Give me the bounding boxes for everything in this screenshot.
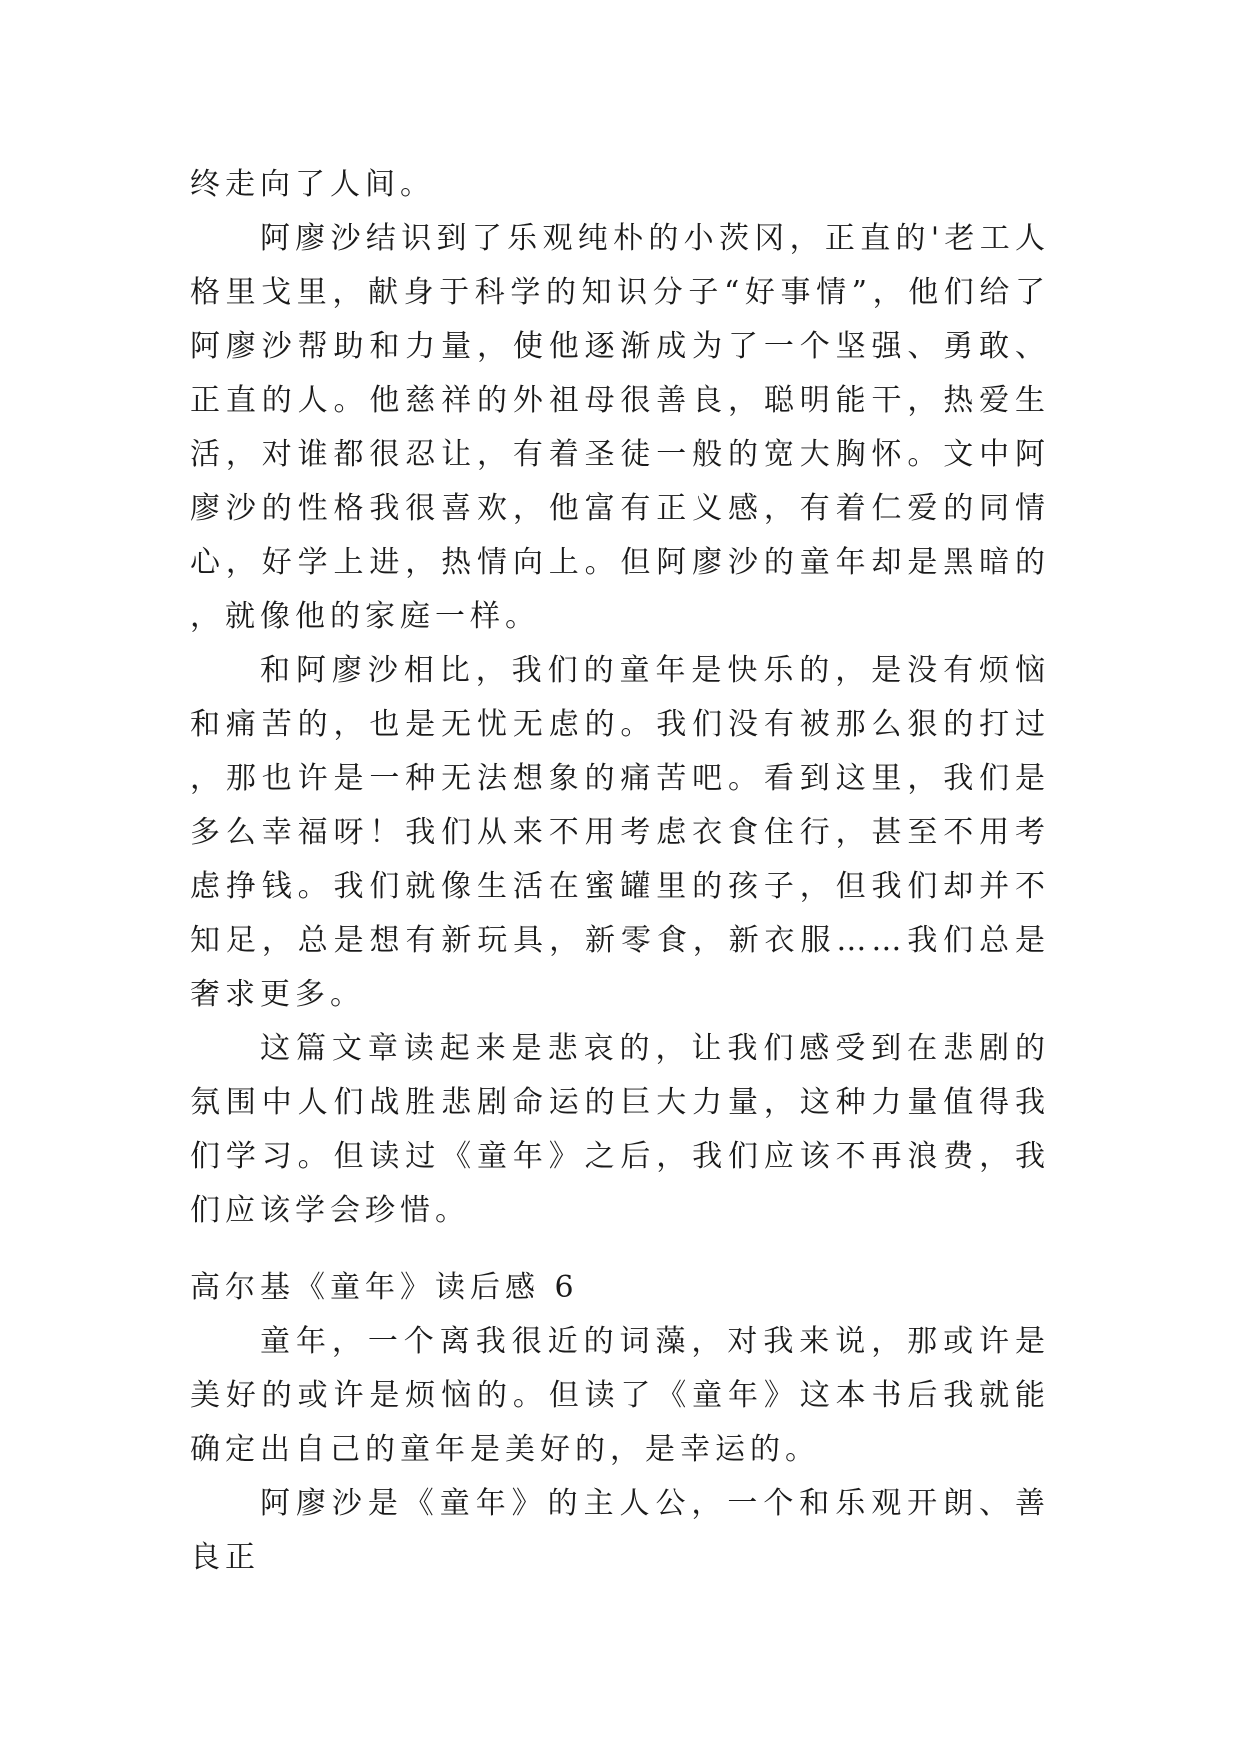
section-title: 高尔基《童年》读后感 6 [190, 1270, 579, 1305]
essay-section-6 [190, 1261, 1050, 1585]
paragraph-comparison: 和阿廖沙相比，我们的童年是快乐的，是没有烦恼和痛苦的，也是无忧无虑的。我们没有被那么狠的打过，那也许是一种无法想象的痛苦吧。看到这里，我们是多么幸福呀！我们从来不用考虑衣食住行，甚至不用考虑挣钱。我们就像生活在蜜罐里的孩子，但我们却并不知足，总是想有新玩具，新零食，新衣服……我们总是奢求更多。 [190, 653, 1050, 1012]
paragraph-characters: 阿廖沙结识到了乐观纯朴的小茨冈，正直的'老工人格里戈里，献身于科学的知识分子“好事情”，他们给了阿廖沙帮助和力量，使他逐渐成为了一个坚强、勇敢、正直的人。他慈祥的外祖母很善良，聪明能干，热爱生活，对谁都很忍让，有着圣徒一般的宽大胸怀。文中阿廖沙的性格我很喜欢，他富有正义感，有着仁爱的同情心，好学上进，热情向上。但阿廖沙的童年却是黑暗的，就像他的家庭一样。 [190, 221, 1050, 634]
paragraph-conclusion: 这篇文章读起来是悲哀的，让我们感受到在悲剧的氛围中人们战胜悲剧命运的巨大力量，这种力量值得我们学习。但读过《童年》之后，我们应该不再浪费，我们应该学会珍惜。 [190, 1031, 1050, 1228]
paragraph-protagonist: 阿廖沙是《童年》的主人公，一个和乐观开朗、善良正 [190, 1486, 1050, 1575]
paragraph-intro: 童年，一个离我很近的词藻，对我来说，那或许是美好的或许是烦恼的。但读了《童年》这本书后我就能确定出自己的童年是美好的，是幸运的。 [190, 1324, 1050, 1467]
essay-continuation [190, 158, 1050, 1238]
paragraph-continuation: 终走向了人间。 [190, 167, 435, 202]
